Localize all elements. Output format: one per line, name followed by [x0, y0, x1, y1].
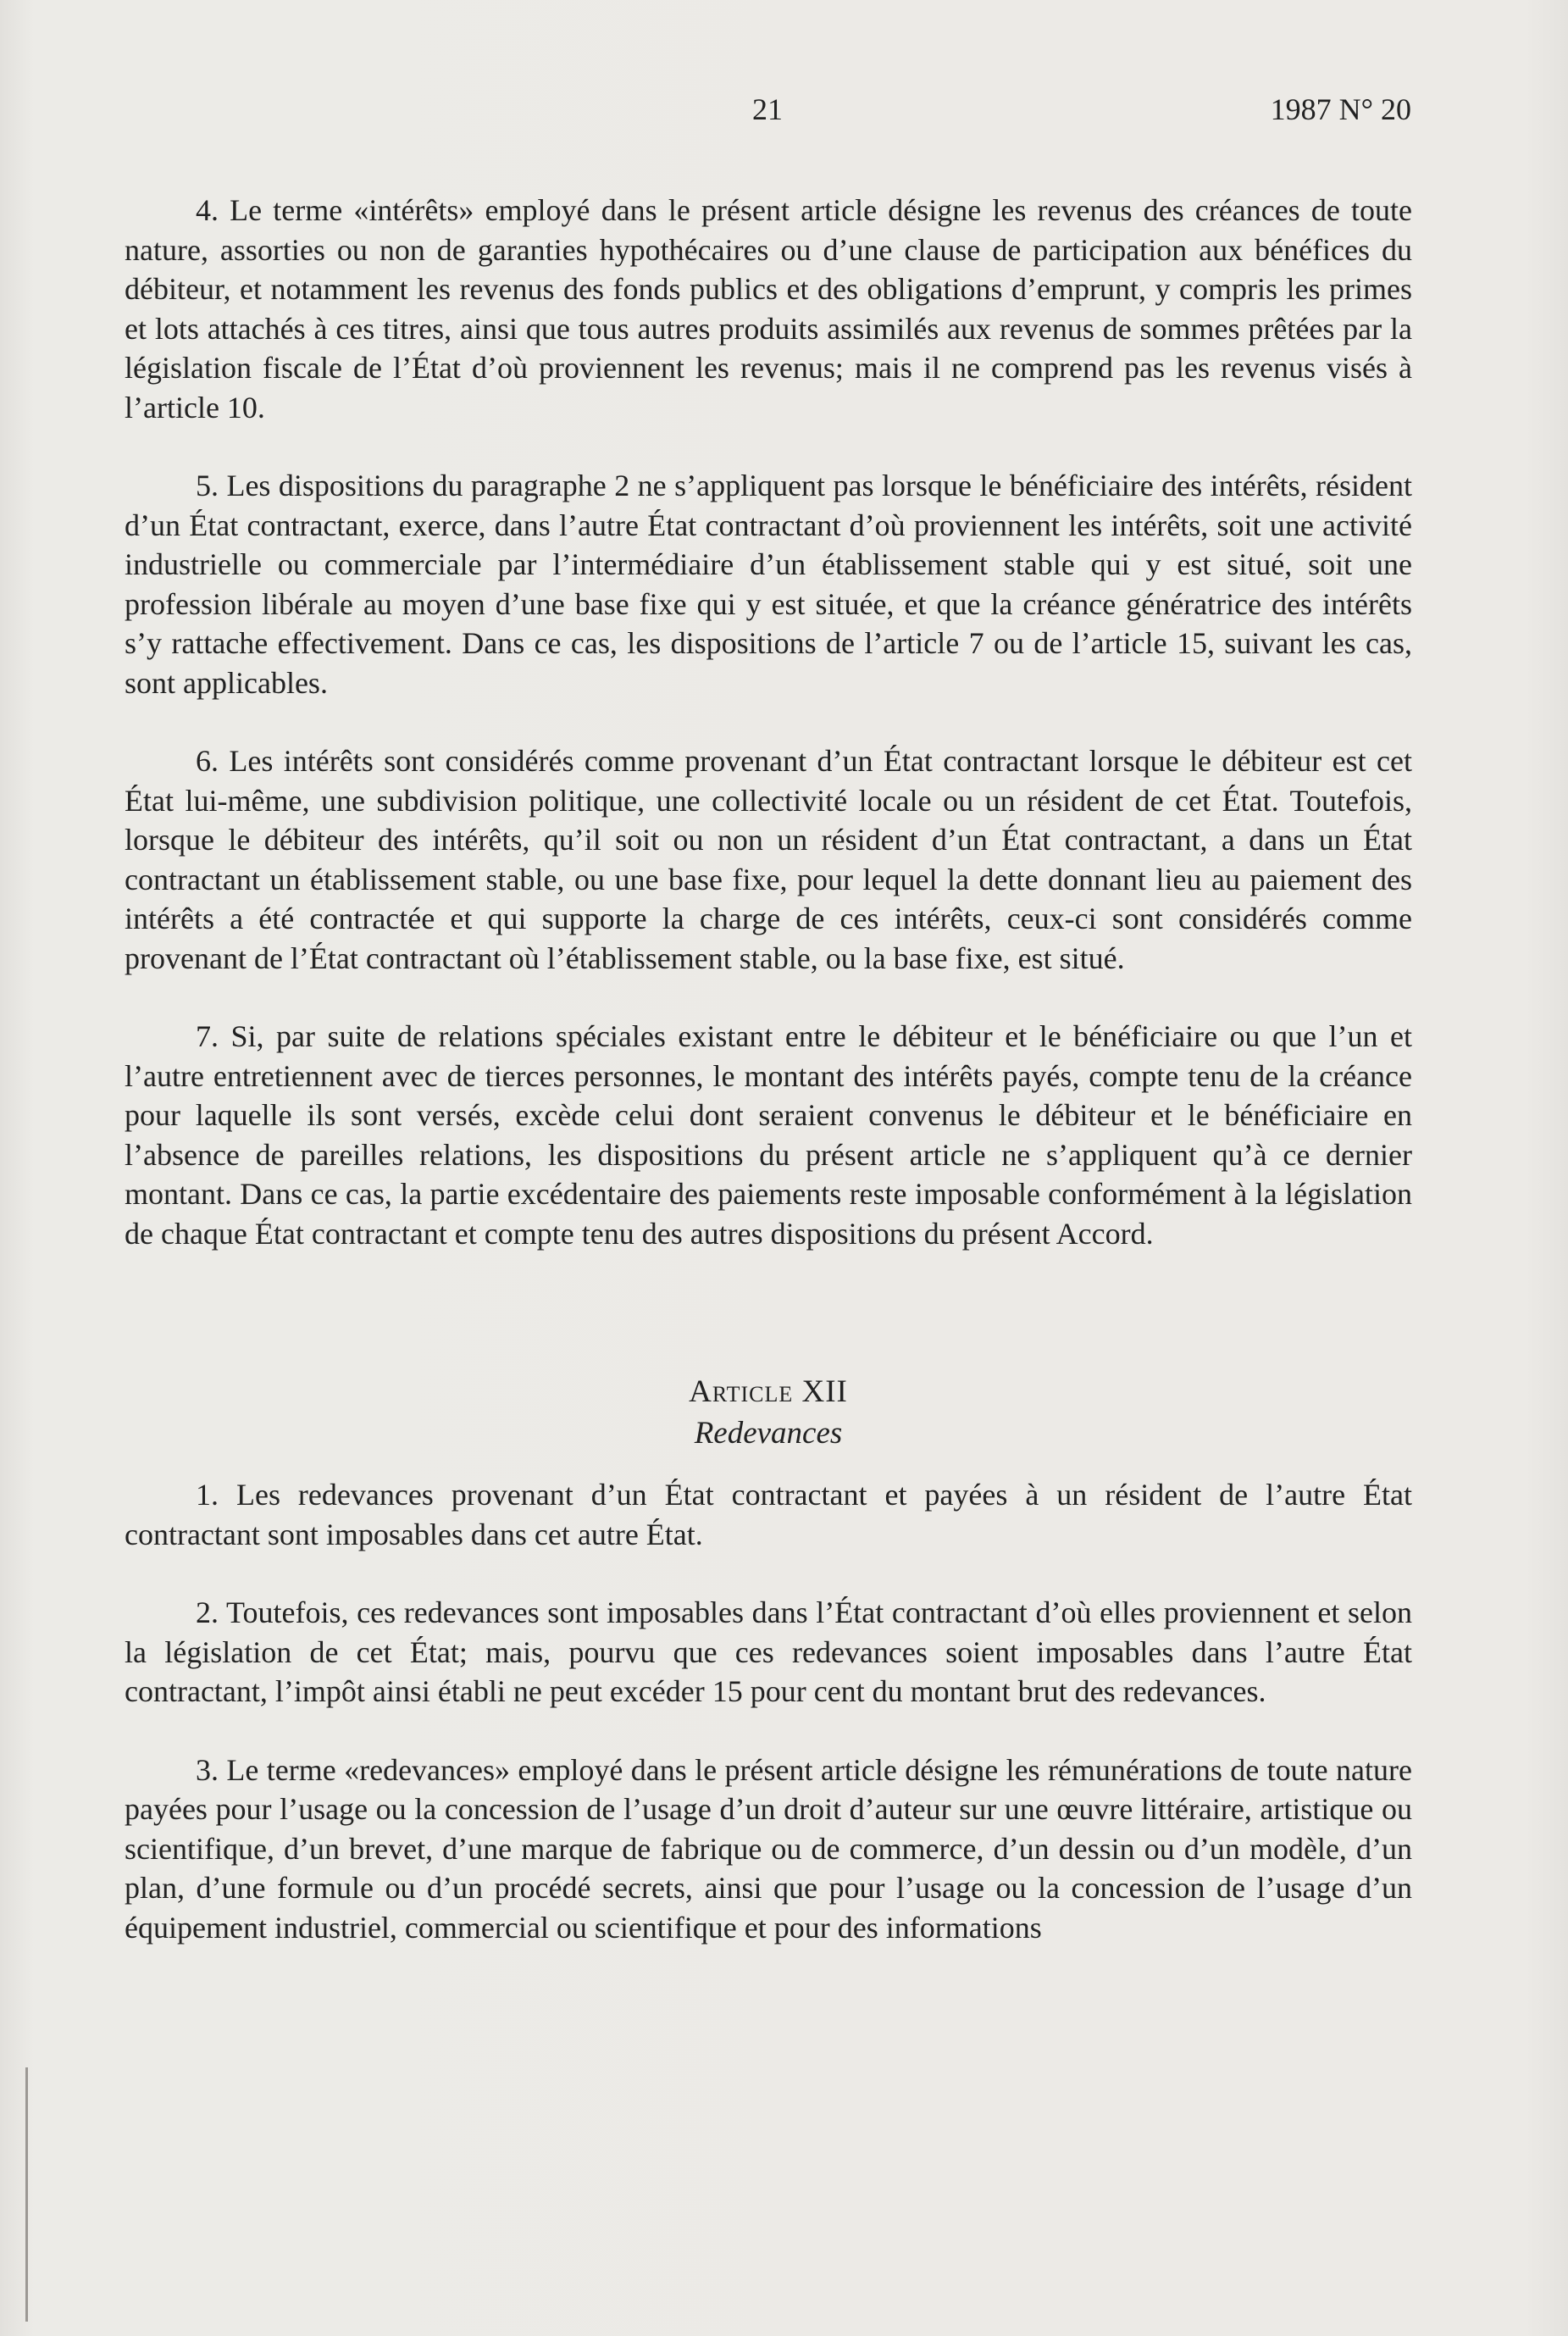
document-body [125, 191, 1412, 1947]
article-paragraph-1: 1. Les redevances provenant d’un État contractant et payées à un résident de l’autre État contractant sont imposables dans cet autre État. [125, 1478, 1412, 1551]
page-header [0, 92, 1568, 134]
year-issue-number: 1987 N° 20 [1270, 92, 1411, 126]
article-paragraph-3: 3. Le terme «redevances» employé dans le présent article désigne les rémunérations de toute nature payées pour l’usage ou la concession de l’usage d’un droit d’auteur sur une œuvre littéraire, artistique ou scientifique, d’un brevet, d’une marque de fabrique ou de commerce, d’un dessin ou d’un modèle, d’un plan, d’une formule ou d’un procédé secrets, ainsi que pour l’usage ou la concession de l’usage d’un équipement industriel, commercial ou scientifique et pour des informations [125, 1752, 1412, 1945]
page-number: 21 [752, 92, 783, 126]
paragraph-5: 5. Les dispositions du paragraphe 2 ne s’appliquent pas lorsque le bénéficiaire des intérêts, résident d’un État contractant, exerce, dans l’autre État contractant d’où proviennent les intérêts, soit une activité industrielle ou commerciale par l’intermédiaire d’un établissement stable qui y est situé, soit une profession libérale au moyen d’une base fixe qui y est située, et que la créance génératrice des intérêts s’y rattache effectivement. Dans ce cas, les dispositions de l’article 7 ou de l’article 15, suivant les cas, sont applicables. [125, 469, 1412, 700]
binding-edge [25, 2067, 28, 2322]
article-title-block [125, 1372, 1412, 1455]
paragraph-4: 4. Le terme «intérêts» employé dans le présent article désigne les revenus des créances de toute nature, assorties ou non de garanties hypothécaires ou d’une clause de participation aux bénéfices du débiteur, et notamment les revenus des fonds publics et des obligations d’emprunt, y compris les primes et lots attachés à ces titres, ainsi que tous autres produits assimilés aux revenus de sommes prêtées par la législation fiscale de l’État d’où proviennent les revenus; mais il ne comprend pas les revenus visés à l’article 10. [125, 193, 1412, 424]
article-subtitle: Redevances [694, 1416, 843, 1451]
article-heading: Article XII [689, 1374, 848, 1409]
article-paragraph-2: 2. Toutefois, ces redevances sont imposables dans l’État contractant d’où elles proviennent et selon la législation de cet État; mais, pourvu que ces redevances soient imposables dans l’autre État contractant, l’impôt ainsi établi ne peut excéder 15 pour cent du montant brut des redevances. [125, 1595, 1412, 1708]
paragraph-7: 7. Si, par suite de relations spéciales existant entre le débiteur et le bénéficiaire ou que l’un et l’autre entretiennent avec de tierces personnes, le montant des intérêts payés, compte tenu de la créance pour laquelle ils sont versés, excède celui dont seraient convenus le débiteur et le bénéficiaire en l’absence de pareilles relations, les dispositions du présent article ne s’appliquent qu’à ce dernier montant. Dans ce cas, la partie excédentaire des paiements reste imposable conformément à la législation de chaque État contractant et compte tenu des autres dispositions du présent Accord. [125, 1019, 1412, 1251]
paragraph-6: 6. Les intérêts sont considérés comme provenant d’un État contractant lorsque le débiteur est cet État lui-même, une subdivision politique, une collectivité locale ou un résident de cet État. Toutefois, lorsque le débiteur des intérêts, qu’il soit ou non un résident d’un État contractant, a dans un État contractant un établissement stable, ou une base fixe, pour lequel la dette donnant lieu au paiement des intérêts a été contractée et qui supporte la charge de ces intérêts, ceux-ci sont considérés comme provenant de l’État contractant où l’établissement stable, ou la base fixe, est situé. [125, 744, 1412, 975]
